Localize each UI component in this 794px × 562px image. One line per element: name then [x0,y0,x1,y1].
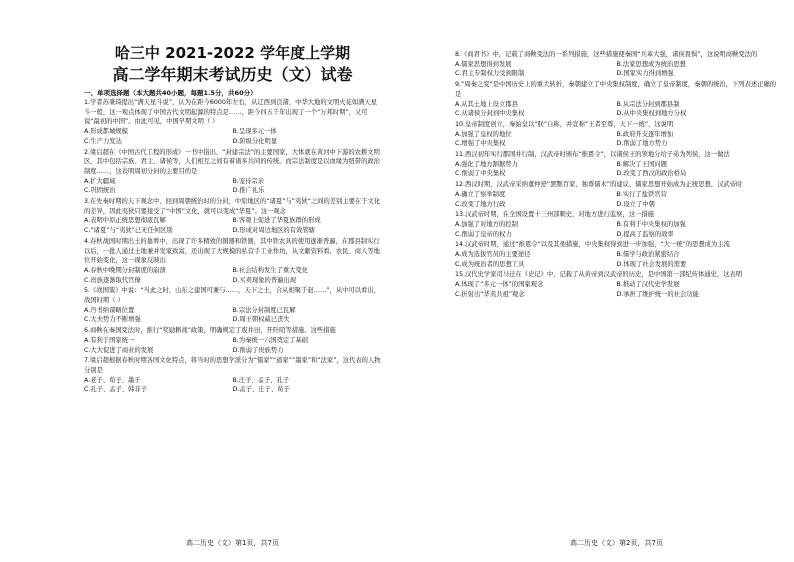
option-item: B.庄子、孟子、孔子 [232,376,290,384]
option-item: B.为秦统一六国奠定了基础 [232,336,309,344]
option-item: A.春秋中晚期分封制度的崩溃 [84,266,166,274]
option-item: A.老子、荀子、墨子 [84,376,141,384]
question-options [455,280,778,299]
option-item: D.改变了西汉的政治格局 [616,170,687,178]
option-item: C.大夫势力不断增强 [84,316,141,324]
question-text: 4.春秋战国时期出土的墓葬中，出现了许多精致的铜器和铁器，其中铁农具的使用逐渐普遍，在郡县制实行以后，一批人通过土地兼并发家致富，还出现了大规模的私营手工业作坊，从文献资料看，农民、商人等地位开始变化，这一现象反映出 [84,237,380,265]
option-item: C.削弱了皇帝的权力 [455,230,512,238]
option-item: A.表明中原正统思想彻底瓦解 [84,217,166,225]
question-options [455,190,778,209]
question-text: 7.梁启超根据春秋时期各国文化特点，将当时的思想学派分为“儒家”“道家”“墨家”和“法家”，这代表的人物分别是 [84,357,381,374]
option-item: A.扩大疆域 [84,177,116,185]
option-item: D.削弱了贵族势力 [232,346,284,354]
option-item: A.加强了对地方的控制 [455,220,518,228]
option-item: B.推动了汉代史学发展 [616,281,680,289]
question-text: 12.西汉时期，汉武帝采纳董仲舒“罢黜百家，独尊儒术”的建议，儒家思想开始成为正统思想，汉武帝时 [455,181,743,189]
option-item: B.呈现多元一体 [232,128,277,136]
option-item: B.宠待宗亲 [232,177,265,185]
option-item: A.强化了地方割据势力 [455,160,518,168]
question-options [84,216,381,235]
option-item: C.贵族逐渐取代官僚 [84,276,141,284]
option-item: D.买卖现象的普遍出现 [232,276,297,284]
option-item: C.削弱了中央集权 [455,170,506,178]
option-item: D.承担了维护统一的社会功能 [616,290,699,298]
option-item: C.巩固统治 [84,187,116,195]
question-text: 15.汉代史学家司马迁在《史记》中，记载了从黄帝到汉武帝的历史，是中国第一部纪传体通史，这表明 [455,271,743,279]
option-item: B.解决了王国问题 [616,160,667,168]
option-item: A.确立了察举制度 [455,190,506,198]
question-text: 10.皇帝制度创立，秦始皇以“朕”自称，并宣称“王者至尊，天下一统”，这说明 [455,120,674,128]
question-list-left [84,98,381,395]
question-text: 13.汉武帝时期，在全国设置十三州部刺史，对地方进行监察，这一措施 [455,211,654,219]
option-item: A.儒家思想得到发展 [455,60,512,68]
option-item: C.君主专制权力受到限制 [455,70,525,78]
option-item: B.儒学与政治紧密结合 [616,251,680,259]
option-item: A.有利于国家统一 [84,336,135,344]
question-options [455,220,778,239]
question-options [84,336,381,355]
exam-title-line2: 高二学年期末考试历史（文）试卷 [112,65,353,84]
option-item: C.从诸侯分封到中央集权 [455,110,525,118]
page-footer-2: 高二历史（文）第2页，共7页 [570,539,663,547]
option-item: D.削弱了地方势力 [616,140,668,148]
option-item: C.改变了地方行政 [455,200,506,208]
question-options [84,376,381,395]
question-text: 2.梁启超在《中国古代工程的形成》一书中指出，“封建宗法”的主要国家，大体就在黄河中下游的农耕文明区，其中包括宗族、君主、诸侯等，人们相互之间有着诸多共同的传统。而宗法制度是以血缘为纽带的政治制度……，这表明周初分封的主要目的是 [84,148,380,175]
option-item: A.体现了“多元一体”的国家观念 [455,281,544,289]
option-item: B.政府开支逐年增加 [616,130,674,138]
question-text: 6.商鞅在秦国变法时，推行“奖励耕战”政策，明确规定了废井田、开阡陌等措施。这些措施 [84,327,336,335]
option-item: A.从其土地上设立郡县 [455,100,518,108]
exam-title-line1: 哈三中 2021-2022 学年度上学期 [114,44,351,62]
exam-page-2 [397,0,794,562]
option-item: D.国家实力得到增强 [616,70,674,78]
option-item: C.“诸夏”与“夷狄”已无任何区别 [84,227,173,235]
option-item: D.体现了社会发展的需要 [616,260,687,268]
option-item: A.加强了皇权的地位 [455,130,512,138]
question-text: 9.“周秦之变”是中国历史上的重大转折，秦朝建立了中央集权制度，确立了皇帝制度，秦朝的统治，下列表述正确的是 [455,81,777,98]
option-item: B.客观上促进了华夏族群的形成 [232,217,321,225]
option-item: D.从中央集权到地方分权 [616,110,687,118]
option-item: D.设立了中朝 [616,200,655,208]
option-item: B.宗法分封制度已瓦解 [232,306,296,314]
question-text: 3.在先秦时期的天下观念中，回到周朝统治时的分封，中原地区的“诸夏”与“夷狄”之间的差别主要在于文化的差异，因此夷狄只要接受了“中国”文化，就可以变成“华夏”。这一观念 [84,198,381,215]
option-item: B.法家思想成为统治思想 [616,60,686,68]
option-item: C.增强了中央集权 [455,140,506,148]
option-item: D.形成对周边地区的有效管辖 [232,227,315,235]
question-options [84,127,381,146]
option-item: D.孟子、庄子、荀子 [232,386,290,394]
question-options [84,266,381,285]
option-item: A.丹书纳谋略位置 [84,306,135,314]
option-item: A.成为选拔官员的主要途径 [455,251,531,259]
question-text: 1.学者苏秉琦提出“满天星斗说”，认为在距今6000年左右，从辽西到良渚，中华大地的文明火花如满天星斗一般，这一观点体现了中国古代文明起源的特点是……，距今四五千年出现了一个“万邦时期”，又可说“最初的中国”。由此可见，中国早期文明（ ） [84,99,378,126]
option-item: B.有利于中央集权的加强 [616,220,686,228]
page-footer-1: 高二历史（文）第1页，共7页 [186,539,279,547]
option-item: B.实行了盐铁官营 [616,190,667,198]
option-item: C.折射出“华夷共祖”观念 [455,290,525,298]
option-item: C.大大促进了商业的发展 [84,346,154,354]
question-text: 14.汉武帝时期，通过“推恩令”以及其他措施，中央集权得到进一步加强，“大一统”的思想成为主流 [455,241,730,249]
option-item: C.成为统治者的思想工具 [455,260,525,268]
option-item: B.社会结构发生了重大变化 [232,266,309,274]
question-options [84,306,381,325]
question-list-right [455,50,778,300]
option-item: C.孔子、孟子、韩非子 [84,386,148,394]
option-item: D.推广礼乐 [232,187,265,195]
question-text: 5.《战国策》中说：“当此之时，山东之建国可兼与……，天下之士，合从相聚于赵……”，从中可以看出，战国时期（ ） [84,287,380,305]
question-options [455,250,778,269]
question-options [455,160,778,179]
option-item: D.阶级分化明显 [232,137,278,145]
section-heading: 一、单项选择题（本大题共40小题，每题1.5分，共60分） [84,89,257,97]
option-item: C.生产力发达 [84,137,122,145]
option-item: D.周王朝权威已丧失 [232,316,290,324]
question-options [455,130,778,149]
question-text: 8.《商君书》中，记载了商鞅变法的一系列措施，这些措施使秦国“兵革大强，诸侯畏惧”，这说明商鞅变法的 [455,51,758,58]
option-item: D.提高了监察的效率 [616,230,674,238]
question-text: 11.西汉初年实行郡国并行制，汉武帝时颁布“推恩令”，以诸侯王的领地分给子弟为列侯，这一做法 [455,151,730,159]
option-item: A.形成都城规模 [84,128,128,136]
question-options [84,177,381,196]
option-item: B.从宗法分封到郡县制 [616,100,680,108]
question-options [455,100,778,119]
question-options [455,60,778,79]
